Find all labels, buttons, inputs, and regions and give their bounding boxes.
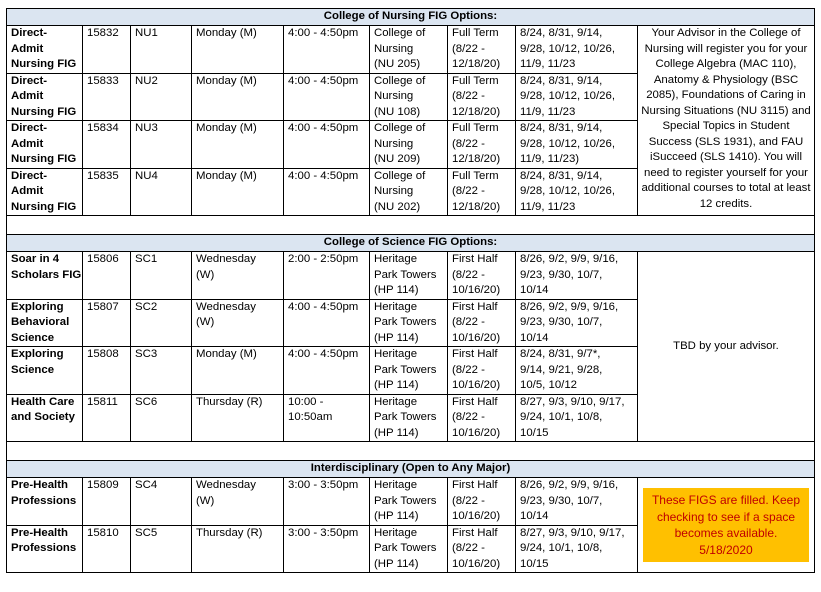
location-line: College of <box>374 27 426 39</box>
name-line: Direct- <box>11 169 48 182</box>
time-line: 4:00 - 4:50pm <box>288 74 359 87</box>
name-line: Professions <box>11 494 77 507</box>
dates-line: 8/26, 9/2, 9/9, 9/16, <box>520 479 619 491</box>
location-line: (NU 205) <box>374 58 421 70</box>
day-line: Wednesday <box>196 300 256 313</box>
cell-crn: 15806 <box>83 252 131 300</box>
location-line: College of <box>374 122 426 134</box>
name-line: Pre-Health <box>11 479 68 491</box>
day-line: (W) <box>196 268 215 281</box>
cell-location <box>370 347 448 395</box>
term-line: 12/18/20) <box>452 200 501 213</box>
day-line: Monday (M) <box>196 122 257 134</box>
time-line: 4:00 - 4:50pm <box>288 122 359 134</box>
cell-time <box>284 394 370 442</box>
time-line: 3:00 - 3:50pm <box>288 526 359 539</box>
dates-line: 9/28, 10/12, 10/26, <box>520 185 616 197</box>
time-line: 10:00 - <box>288 395 324 408</box>
section-header: College of Science FIG Options: <box>7 235 815 252</box>
day-line: (W) <box>196 494 215 507</box>
section-header-row <box>7 235 815 252</box>
term-line: 10/16/20) <box>452 557 501 570</box>
dates-line: 9/28, 10/12, 10/26, <box>520 42 616 55</box>
cell-name <box>7 299 83 347</box>
term-line: (8/22 - <box>452 185 485 197</box>
cell-crn: 15809 <box>83 478 131 526</box>
cell-name <box>7 252 83 300</box>
cell-code: SC2 <box>131 299 192 347</box>
term-line: (8/22 - <box>452 494 485 507</box>
name-line: Direct- <box>11 27 48 39</box>
cell-dates <box>516 252 638 300</box>
cell-code: NU1 <box>131 26 192 74</box>
name-line: Exploring <box>11 300 64 313</box>
section-header-row <box>7 9 815 26</box>
cell-location <box>370 478 448 526</box>
location-line: Park Towers <box>374 363 437 376</box>
cell-time <box>284 299 370 347</box>
term-line: Full Term <box>452 122 499 134</box>
name-line: Soar in 4 <box>11 253 60 265</box>
day-line: Monday (M) <box>196 348 257 360</box>
dates-line: 10/14 <box>520 331 549 344</box>
cell-dates <box>516 347 638 395</box>
term-line: 10/16/20) <box>452 426 501 439</box>
term-line: First Half <box>452 526 498 539</box>
cell-name <box>7 73 83 121</box>
name-line: Scholars FIG <box>11 268 82 281</box>
day-line: Wednesday <box>196 253 256 265</box>
dates-line: 9/28, 10/12, 10/26, <box>520 90 616 102</box>
location-line: Park Towers <box>374 268 437 281</box>
location-line: Nursing <box>374 137 414 150</box>
time-line: 4:00 - 4:50pm <box>288 348 359 360</box>
dates-line: 10/15 <box>520 557 549 570</box>
cell-time <box>284 168 370 216</box>
advisor-note-cell: TBD by your advisor. <box>638 252 815 442</box>
spacer-cell <box>7 216 815 235</box>
dates-line: 9/23, 9/30, 10/7, <box>520 316 603 328</box>
cell-name <box>7 478 83 526</box>
cell-crn: 15835 <box>83 168 131 216</box>
location-line: (NU 108) <box>374 105 421 118</box>
location-line: College of <box>374 169 426 182</box>
advisor-note-cell: Your Advisor in the College of Nursing will register you for your College Algebra (MAC 110), Anatomy & Physiology (BSC 2085), Foundations of Caring in Nursing Situations (NU 3115) and Special Topics in Student Success (SLS 1931), and FAU iSucceed (SLS 1410). You will need to register yourself for your additional courses to total at least 12 credits. <box>638 26 815 216</box>
advisor-note-cell <box>638 478 815 573</box>
cell-name <box>7 168 83 216</box>
location-line: Park Towers <box>374 542 437 554</box>
cell-term <box>448 73 516 121</box>
table-row <box>7 478 815 526</box>
cell-code: NU3 <box>131 121 192 169</box>
cell-term <box>448 252 516 300</box>
name-line: Nursing FIG <box>11 200 77 213</box>
dates-line: 9/24, 10/1, 10/8, <box>520 411 603 423</box>
dates-line: 8/26, 9/2, 9/9, 9/16, <box>520 300 619 313</box>
section-header: Interdisciplinary (Open to Any Major) <box>7 461 815 478</box>
name-line: Direct- <box>11 122 48 134</box>
cell-code: SC1 <box>131 252 192 300</box>
cell-location <box>370 394 448 442</box>
term-line: (8/22 - <box>452 363 485 376</box>
cell-name <box>7 347 83 395</box>
term-line: First Half <box>452 348 498 360</box>
term-line: First Half <box>452 300 498 313</box>
location-line: (HP 114) <box>374 284 419 296</box>
dates-line: 8/24, 8/31, 9/14, <box>520 27 603 39</box>
name-line: Behavioral <box>11 316 70 328</box>
term-line: (8/22 - <box>452 90 485 102</box>
dates-line: 9/28, 10/12, 10/26, <box>520 137 616 150</box>
location-line: (HP 114) <box>374 557 419 570</box>
day-line: Monday (M) <box>196 169 257 182</box>
location-line: College of <box>374 74 426 87</box>
cell-code: SC4 <box>131 478 192 526</box>
cell-crn: 15807 <box>83 299 131 347</box>
fig-table <box>6 8 815 573</box>
cell-crn: 15834 <box>83 121 131 169</box>
dates-line: 11/9, 11/23 <box>520 200 576 213</box>
cell-time <box>284 73 370 121</box>
filled-notice: These FIGS are filled. Keep checking to see if a space becomes available. 5/18/2020 <box>643 488 809 562</box>
dates-line: 10/15 <box>520 426 549 439</box>
cell-name <box>7 394 83 442</box>
time-line: 4:00 - 4:50pm <box>288 27 359 39</box>
dates-line: 11/9, 11/23) <box>520 153 580 165</box>
cell-term <box>448 168 516 216</box>
cell-dates <box>516 525 638 573</box>
name-line: Science <box>11 331 55 344</box>
term-line: (8/22 - <box>452 42 485 55</box>
cell-location <box>370 121 448 169</box>
day-line: Wednesday <box>196 479 256 491</box>
cell-term <box>448 347 516 395</box>
cell-code: SC6 <box>131 394 192 442</box>
cell-day <box>192 525 284 573</box>
term-line: 12/18/20) <box>452 105 501 118</box>
dates-line: 9/14, 9/21, 9/28, <box>520 363 603 376</box>
cell-term <box>448 121 516 169</box>
cell-dates <box>516 478 638 526</box>
time-line: 4:00 - 4:50pm <box>288 300 359 313</box>
location-line: Nursing <box>374 90 414 102</box>
term-line: (8/22 - <box>452 411 485 423</box>
term-line: Full Term <box>452 169 499 182</box>
cell-dates <box>516 394 638 442</box>
term-line: Full Term <box>452 27 499 39</box>
cell-term <box>448 478 516 526</box>
cell-day <box>192 121 284 169</box>
term-line: (8/22 - <box>452 316 485 328</box>
cell-dates <box>516 26 638 74</box>
term-line: First Half <box>452 253 498 265</box>
name-line: Health Care <box>11 395 75 408</box>
dates-line: 10/5, 10/12 <box>520 379 578 391</box>
cell-crn: 15832 <box>83 26 131 74</box>
time-line: 4:00 - 4:50pm <box>288 169 359 182</box>
name-line: Pre-Health <box>11 526 68 539</box>
cell-location <box>370 299 448 347</box>
cell-term <box>448 299 516 347</box>
cell-day <box>192 347 284 395</box>
cell-name <box>7 121 83 169</box>
day-line: Thursday (R) <box>196 395 263 408</box>
location-line: (HP 114) <box>374 331 419 344</box>
section-spacer <box>7 442 815 461</box>
cell-day <box>192 299 284 347</box>
cell-time <box>284 525 370 573</box>
term-line: 12/18/20) <box>452 58 501 70</box>
time-line: 3:00 - 3:50pm <box>288 479 359 491</box>
location-line: (NU 209) <box>374 153 421 165</box>
name-line: Exploring <box>11 348 64 360</box>
cell-crn: 15811 <box>83 394 131 442</box>
cell-day <box>192 478 284 526</box>
table-row <box>7 26 815 74</box>
term-line: 10/16/20) <box>452 379 501 391</box>
dates-line: 8/24, 8/31, 9/14, <box>520 74 603 87</box>
dates-line: 10/14 <box>520 510 549 522</box>
cell-time <box>284 478 370 526</box>
cell-location <box>370 252 448 300</box>
cell-name <box>7 525 83 573</box>
dates-line: 9/23, 9/30, 10/7, <box>520 268 603 281</box>
cell-time <box>284 26 370 74</box>
cell-code: NU4 <box>131 168 192 216</box>
name-line: Admit <box>11 90 44 102</box>
name-line: Nursing FIG <box>11 153 77 165</box>
cell-crn: 15810 <box>83 525 131 573</box>
cell-name <box>7 26 83 74</box>
cell-day <box>192 73 284 121</box>
term-line: 12/18/20) <box>452 153 501 165</box>
dates-line: 11/9, 11/23 <box>520 58 576 70</box>
term-line: (8/22 - <box>452 542 485 554</box>
dates-line: 8/24, 8/31, 9/14, <box>520 169 603 182</box>
cell-day <box>192 394 284 442</box>
cell-term <box>448 525 516 573</box>
location-line: Heritage <box>374 526 418 539</box>
day-line: Monday (M) <box>196 74 257 87</box>
cell-dates <box>516 121 638 169</box>
term-line: (8/22 - <box>452 268 485 281</box>
dates-line: 8/24, 8/31, 9/7*, <box>520 348 601 360</box>
day-line: (W) <box>196 316 215 328</box>
dates-line: 9/24, 10/1, 10/8, <box>520 542 603 554</box>
dates-line: 11/9, 11/23 <box>520 105 576 118</box>
name-line: Nursing FIG <box>11 58 77 70</box>
term-line: 10/16/20) <box>452 284 501 296</box>
dates-line: 8/24, 8/31, 9/14, <box>520 122 603 134</box>
location-line: (NU 202) <box>374 200 421 213</box>
term-line: Full Term <box>452 74 499 87</box>
term-line: First Half <box>452 395 498 408</box>
location-line: Nursing <box>374 42 414 55</box>
cell-time <box>284 347 370 395</box>
dates-line: 9/23, 9/30, 10/7, <box>520 494 603 507</box>
name-line: Admit <box>11 42 44 55</box>
name-line: Nursing FIG <box>11 105 77 118</box>
location-line: Heritage <box>374 348 418 360</box>
cell-code: SC3 <box>131 347 192 395</box>
location-line: Nursing <box>374 185 414 197</box>
cell-location <box>370 525 448 573</box>
term-line: (8/22 - <box>452 137 485 150</box>
term-line: First Half <box>452 479 498 491</box>
cell-day <box>192 168 284 216</box>
cell-dates <box>516 299 638 347</box>
cell-dates <box>516 73 638 121</box>
time-line: 10:50am <box>288 411 333 423</box>
cell-crn: 15833 <box>83 73 131 121</box>
name-line: Admit <box>11 137 44 150</box>
cell-time <box>284 121 370 169</box>
cell-day <box>192 252 284 300</box>
cell-term <box>448 394 516 442</box>
day-line: Monday (M) <box>196 27 257 39</box>
location-line: Heritage <box>374 300 418 313</box>
cell-location <box>370 168 448 216</box>
location-line: Park Towers <box>374 494 437 507</box>
location-line: (HP 114) <box>374 379 419 391</box>
name-line: Science <box>11 363 55 376</box>
section-header: College of Nursing FIG Options: <box>7 9 815 26</box>
location-line: (HP 114) <box>374 426 419 439</box>
cell-dates <box>516 168 638 216</box>
name-line: and Society <box>11 411 75 423</box>
cell-day <box>192 26 284 74</box>
cell-location <box>370 73 448 121</box>
term-line: 10/16/20) <box>452 331 501 344</box>
spacer-cell <box>7 442 815 461</box>
name-line: Professions <box>11 542 77 554</box>
cell-term <box>448 26 516 74</box>
dates-line: 8/26, 9/2, 9/9, 9/16, <box>520 253 619 265</box>
cell-code: SC5 <box>131 525 192 573</box>
dates-line: 8/27, 9/3, 9/10, 9/17, <box>520 395 625 408</box>
location-line: Heritage <box>374 253 418 265</box>
table-row <box>7 252 815 300</box>
location-line: (HP 114) <box>374 510 419 522</box>
time-line: 2:00 - 2:50pm <box>288 253 359 265</box>
day-line: Thursday (R) <box>196 526 263 539</box>
name-line: Admit <box>11 185 44 197</box>
section-spacer <box>7 216 815 235</box>
dates-line: 10/14 <box>520 284 549 296</box>
cell-code: NU2 <box>131 73 192 121</box>
dates-line: 8/27, 9/3, 9/10, 9/17, <box>520 526 625 539</box>
section-header-row <box>7 461 815 478</box>
cell-crn: 15808 <box>83 347 131 395</box>
location-line: Park Towers <box>374 411 437 423</box>
location-line: Park Towers <box>374 316 437 328</box>
term-line: 10/16/20) <box>452 510 501 522</box>
name-line: Direct- <box>11 74 48 87</box>
location-line: Heritage <box>374 479 418 491</box>
location-line: Heritage <box>374 395 418 408</box>
fig-schedule <box>6 8 815 573</box>
cell-time <box>284 252 370 300</box>
cell-location <box>370 26 448 74</box>
